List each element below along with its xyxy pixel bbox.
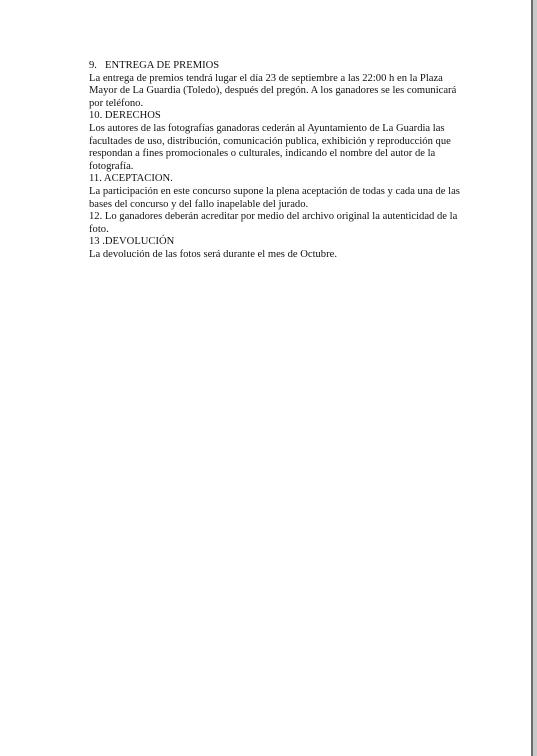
section-text-acreditacion: 12. Lo ganadores deberán acreditar por medio del archivo original la autenticidad de la foto. — [89, 211, 458, 235]
page-shadow — [533, 0, 537, 756]
document-body — [89, 60, 461, 262]
section-heading-devolucion: 13 .DEVOLUCIÓN — [89, 236, 175, 248]
section-text-devolucion: La devolución de las fotos será durante el mes de Octubre. — [89, 248, 337, 260]
section-heading-aceptacion: 11. ACEPTACION. — [89, 173, 173, 185]
section-text-derechos: Los autores de las fotografías ganadoras cederán al Ayuntamiento de La Guardia las facultades de uso, distribución, comunicación publica, exhibición y reproducción que respondan a fines promocionales o culturales, indicando el nombre del autor de la fotografía. — [89, 122, 451, 172]
section-title: ENTREGA DE PREMIOS — [105, 60, 220, 71]
section-heading-entrega-de-premios — [89, 60, 461, 73]
section-heading-derechos: 10. DERECHOS — [89, 110, 161, 122]
section-number: 9. — [89, 60, 97, 71]
section-text-entrega-de-premios: La entrega de premios tendrá lugar el día 23 de septiembre a las 22:00 h en la Plaza Mayor de La Guardia (Toledo), después del pregón. A los ganadores se les comunicará por teléfono. — [89, 72, 457, 109]
section-text-aceptacion: La participación en este concurso supone la plena aceptación de todas y cada una de las bases del concurso y del fallo inapelable del jurado. — [89, 185, 460, 210]
